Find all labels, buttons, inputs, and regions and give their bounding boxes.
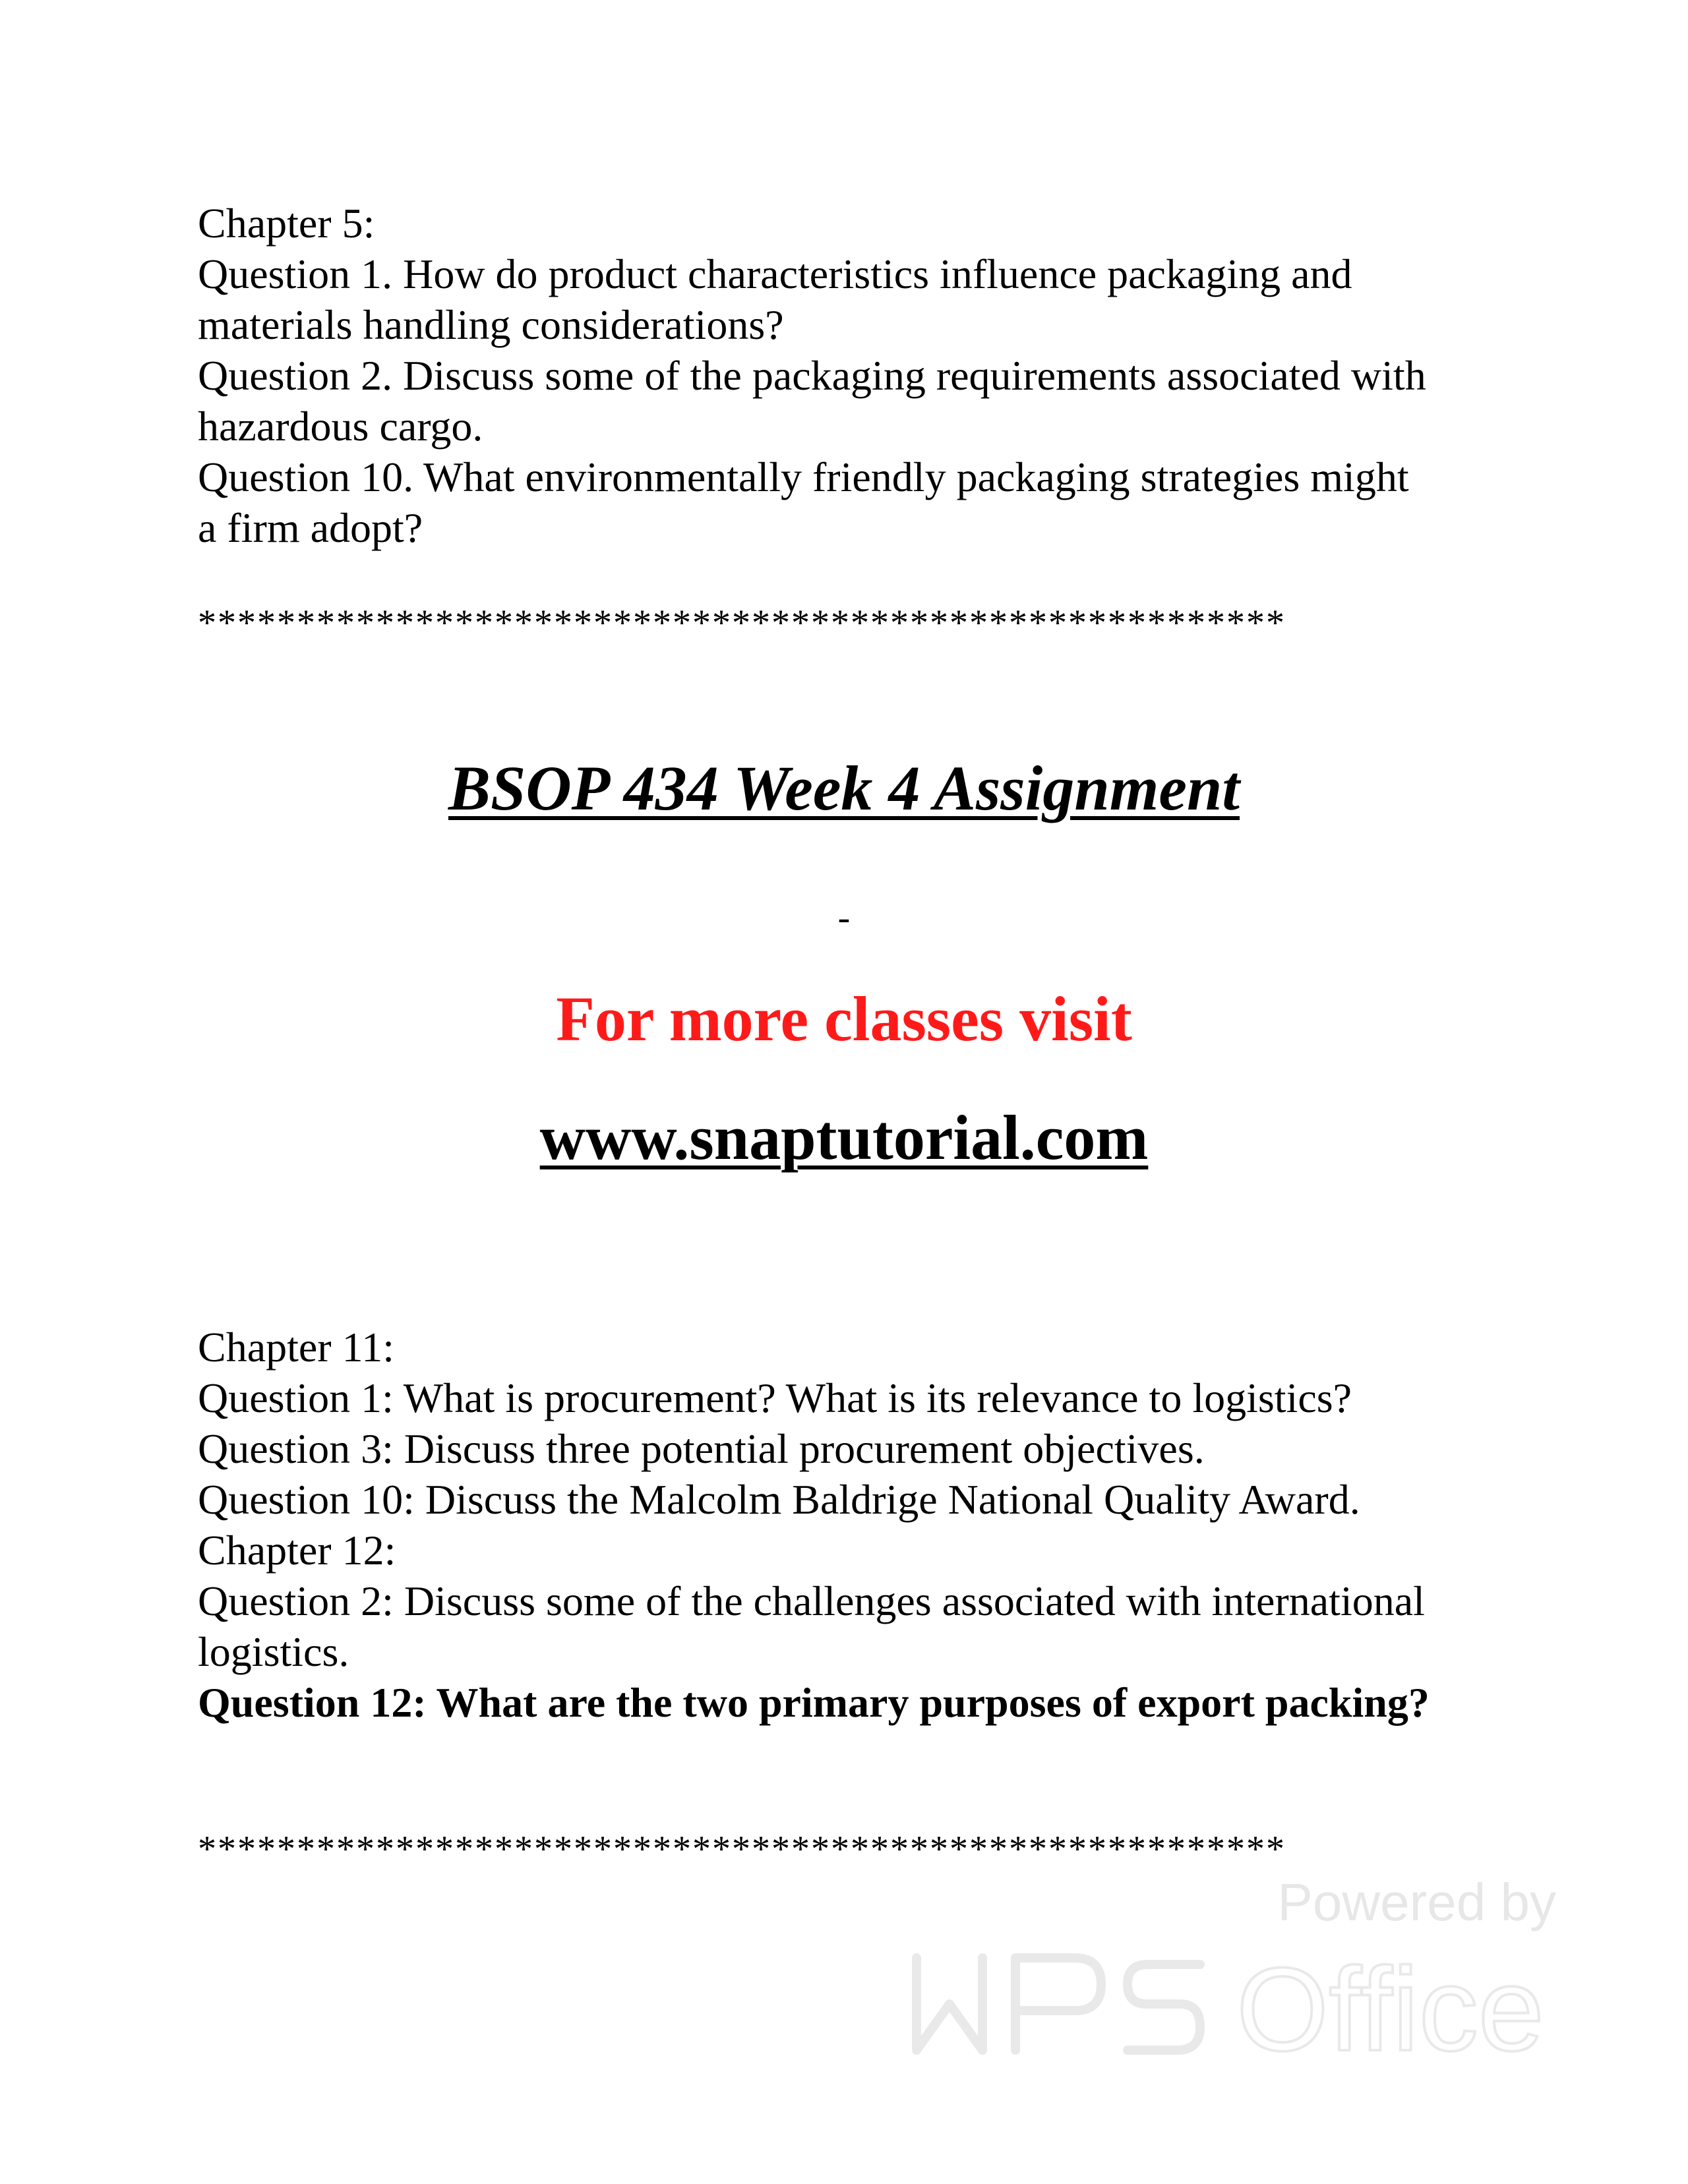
question-line: Question 10: Discuss the Malcolm Baldrige National Quality Award. [198,1476,1360,1523]
question-line: hazardous cargo. [198,403,483,450]
assignment-title: BSOP 434 Week 4 Assignment [448,753,1240,823]
question-line: Question 3: Discuss three potential procurement objectives. [198,1425,1205,1472]
question-line: Question 2. Discuss some of the packaging requirements associated with [198,352,1426,399]
question-line: materials handling considerations? [198,301,784,348]
question-line: a firm adopt? [198,504,423,551]
dash-divider: - [837,897,851,938]
question-line: logistics. [198,1628,349,1675]
promo-text: For more classes visit [556,984,1132,1054]
chapter-12-heading: Chapter 12: [198,1527,396,1574]
separator-top: ******************************************************* [198,603,1286,643]
question-12-bold: Question 12: What are the two primary purposes of export packing? [198,1679,1430,1726]
separator-bottom: ******************************************************* [198,1829,1286,1870]
chapter-5-heading: Chapter 5: [198,200,375,247]
question-line: Question 1. How do product characteristics influence packaging and [198,251,1352,297]
question-line: Question 10. What environmentally friendly packaging strategies might [198,454,1409,500]
wps-watermark [910,1872,1556,2070]
chapter-11-12-section [198,1322,1517,1728]
chapter-5-section [198,198,1517,553]
chapter-11-heading: Chapter 11: [198,1324,394,1371]
website-link[interactable]: www.snaptutorial.com [539,1102,1149,1173]
wps-office-logo-icon [910,1938,1556,2070]
brand-text: Office [1236,1943,1544,2070]
question-line: Question 1: What is procurement? What is its relevance to logistics? [198,1374,1352,1421]
question-line: Question 2: Discuss some of the challenges associated with international [198,1578,1425,1624]
powered-by-text: Powered by [1277,1873,1556,1932]
